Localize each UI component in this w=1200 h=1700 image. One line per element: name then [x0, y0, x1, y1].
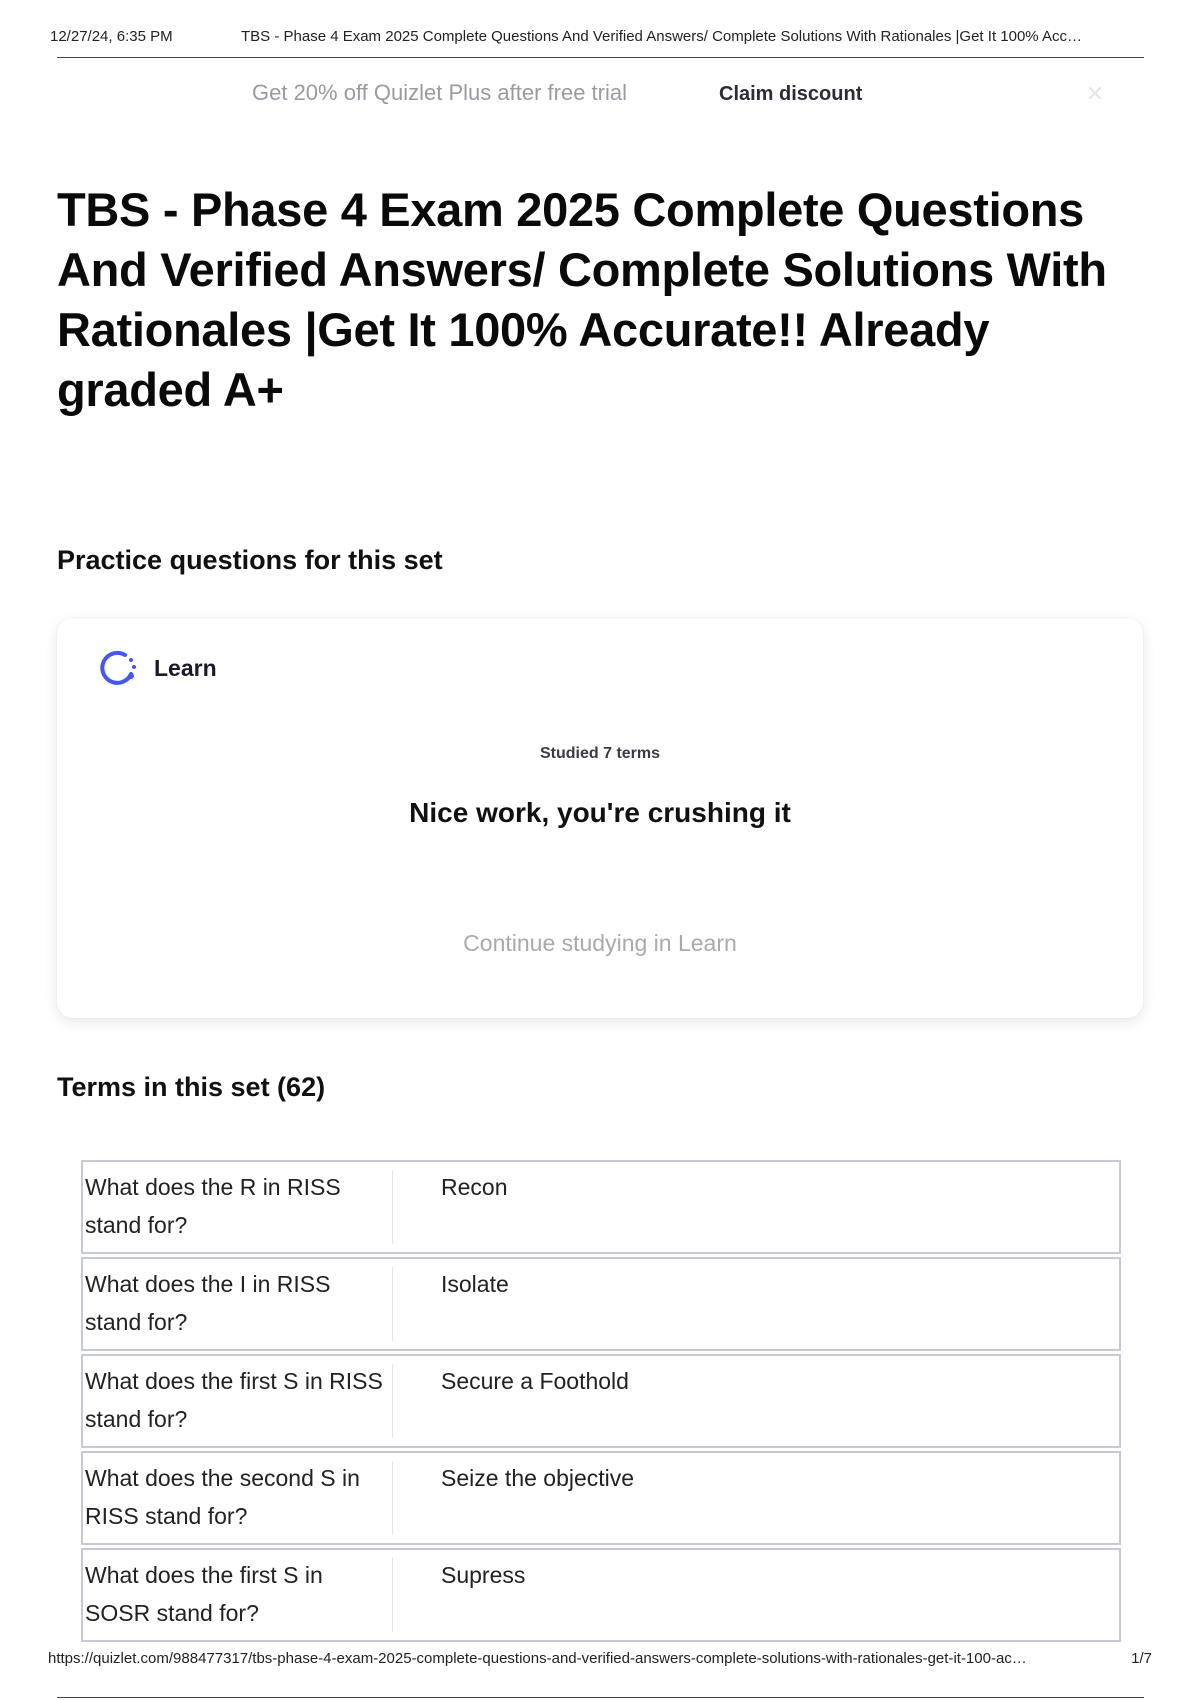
page-url: https://quizlet.com/988477317/tbs-phase-4-exam-2025-complete-questions-and-verified-answers-complete-solutions-with-rationales-get-it-100-ac… — [48, 1650, 1027, 1667]
praise-message: Nice work, you're crushing it — [409, 797, 791, 828]
terms-list — [81, 1160, 1121, 1645]
promo-text: Get 20% off Quizlet Plus after free trial — [252, 80, 627, 105]
page-number: 1/7 — [1131, 1650, 1152, 1667]
page-title: TBS - Phase 4 Exam 2025 Complete Questions And Verified Answers/ Complete Solutions With Rationales |Get It 100% Accurate!! Already graded A+ — [57, 183, 1107, 416]
term-row[interactable] — [81, 1451, 1121, 1545]
term-question: What does the first S in RISS stand for? — [85, 1368, 383, 1432]
term-question: What does the I in RISS stand for? — [85, 1271, 331, 1335]
term-question: What does the R in RISS stand for? — [85, 1174, 341, 1238]
print-date: 12/27/24, 6:35 PM — [50, 28, 173, 45]
term-row[interactable] — [81, 1354, 1121, 1448]
term-answer: Recon — [441, 1174, 508, 1200]
print-document-title: TBS - Phase 4 Exam 2025 Complete Questions And Verified Answers/ Complete Solutions With Rationales |Get It 100% Acc… — [241, 28, 1082, 45]
terms-heading: Terms in this set (62) — [57, 1072, 326, 1102]
term-answer: Secure a Foothold — [441, 1368, 629, 1394]
term-answer: Seize the objective — [441, 1465, 635, 1491]
header-divider — [57, 57, 1144, 58]
term-divider — [392, 1170, 393, 1244]
footer-divider — [57, 1697, 1144, 1698]
studied-count: Studied 7 terms — [539, 745, 661, 762]
term-row[interactable] — [81, 1160, 1121, 1254]
term-divider — [392, 1364, 393, 1438]
term-question: What does the second S in RISS stand for? — [85, 1465, 360, 1529]
term-question: What does the first S in SOSR stand for? — [85, 1562, 323, 1626]
term-answer: Supress — [441, 1562, 526, 1588]
term-row[interactable] — [81, 1257, 1121, 1351]
learn-label: Learn — [154, 655, 217, 681]
claim-discount-button[interactable]: Claim discount — [719, 83, 863, 105]
term-divider — [392, 1461, 393, 1535]
close-icon[interactable]: ✕ — [1085, 81, 1105, 106]
term-divider — [392, 1558, 393, 1632]
learn-progress-icon — [95, 646, 139, 690]
learn-card — [57, 618, 1143, 1018]
term-row[interactable] — [81, 1548, 1121, 1642]
promo-banner — [0, 80, 1200, 112]
continue-learn-button[interactable]: Continue studying in Learn — [463, 930, 737, 956]
practice-questions-heading: Practice questions for this set — [57, 545, 443, 575]
term-answer: Isolate — [441, 1271, 509, 1297]
term-divider — [392, 1267, 393, 1341]
